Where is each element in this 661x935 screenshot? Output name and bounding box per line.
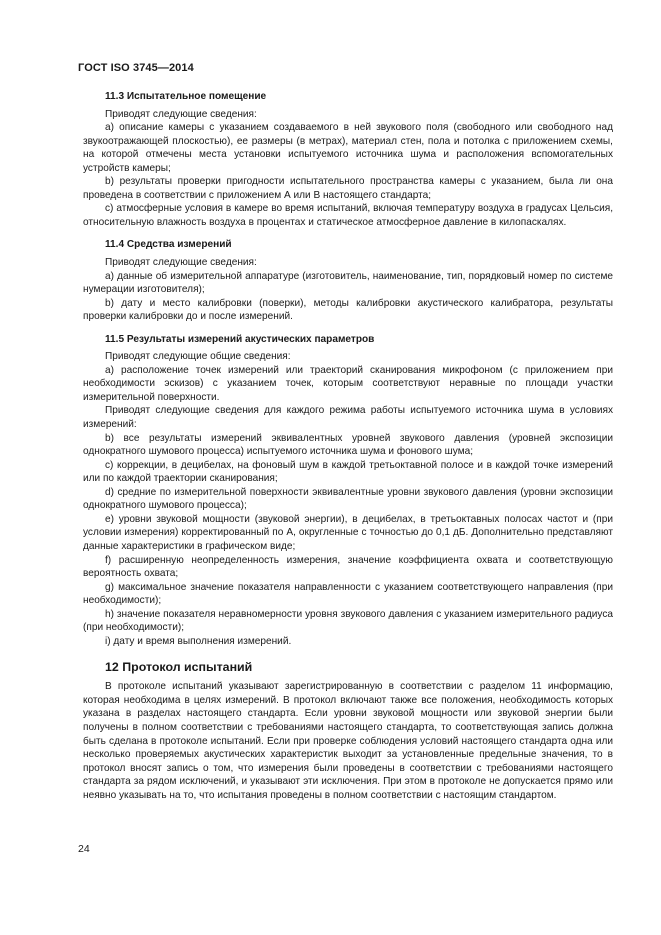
paragraph: а) данные об измерительной аппаратуре (изготовитель, наименование, тип, порядковый номер по системе нумерации изготовителя); — [83, 270, 613, 296]
section-12 — [83, 660, 613, 802]
paragraph: Приводят следующие общие сведения: — [105, 351, 291, 363]
paragraph: В протоколе испытаний указывают зарегистрированную в соответствии с разделом 11 информацию, которая необходима в целях измерений. В протокол включают также все положения, необходимость которых указана в разделах настоящего стандарта. Если уровни звуковой мощности или звуковой энергии были получены в полном соответствии с требованиями настоящего стандарта, то соответствующая запись должна быть сделана в протоколе испытаний. Если при проверке соблюдения условий настоящего стандарта одна или несколько проверяемых акустических характеристик выходит за установленные предельные значения, то в протокол вносят запись о том, что измерения были проведены в соответствии с требованиями настоящего стандарта за рядом исключений, и указывают эти исключения. При этом в протоколе не допускается прямо или неявно указывать на то, что испытания проведены в полном соответствии с настоящим стандартом. — [83, 681, 613, 801]
paragraph: с) атмосферные условия в камере во время испытаний, включая температуру воздуха в градусах Цельсия, относительную влажность воздуха в процентах и статическое атмосферное давление в килопаскалях. — [83, 203, 613, 228]
paragraph: b) результаты проверки пригодности испытательного пространства камеры с указанием, была ли она проведена в соответствии с приложением А или В настоящего стандарта; — [83, 176, 613, 201]
paragraph: с) коррекции, в децибелах, на фоновый шум в каждой третьоктавной полосе и в каждой точке измерений или по каждой траектории сканирования; — [83, 459, 613, 485]
paragraph: b) дату и место калибровки (поверки), методы калибровки акустического калибратора, результаты проверки калибровки до и после измерений. — [83, 297, 613, 323]
paragraph: Приводят следующие сведения: — [105, 257, 257, 269]
page-body — [83, 90, 613, 802]
paragraph: е) уровни звуковой мощности (звуковой энергии), в децибелах, в третьоктавных полосах частот и (при условии измерения) корректированный по А, округленные с точностью до 0,1 дБ. Дополнительно представляют данные характеристики в графическом виде; — [83, 513, 613, 552]
section-heading: 11.5 Результаты измерений акустических параметров — [105, 333, 375, 345]
section-11-4 — [83, 238, 613, 323]
page-number: 24 — [78, 843, 90, 855]
paragraph: Приводят следующие сведения для каждого режима работы испытуемого источника шума в условиях измерений: — [83, 405, 613, 431]
section-heading: 12 Протокол испытаний — [105, 660, 253, 675]
paragraph: h) значение показателя неравномерности уровня звукового давления с указанием измерительного радиуса (при необходимости); — [83, 608, 613, 634]
paragraph: b) все результаты измерений эквивалентных уровней звукового давления (уровней экспозиции однократного шумового процесса) испытуемого источника шума и фонового шума; — [83, 432, 613, 458]
paragraph: а) расположение точек измерений или траекторий сканирования микрофоном (с приложением при необходимости эскизов) с указанием точек, которым соответствуют неравные по площади участки измерительной поверхности. — [83, 364, 613, 403]
section-11-5 — [83, 333, 613, 649]
paragraph: Приводят следующие сведения: — [105, 108, 257, 120]
paragraph: i) дату и время выполнения измерений. — [105, 635, 292, 647]
section-11-3 — [83, 90, 613, 229]
paragraph: d) средние по измерительной поверхности эквивалентные уровни звукового давления (уровни экспозиции однократного шумового процесса); — [83, 486, 613, 512]
section-heading: 11.4 Средства измерений — [105, 239, 232, 251]
paragraph: g) максимальное значение показателя направленности с указанием соответствующего направления (при необходимости); — [83, 581, 613, 607]
paragraph: f) расширенную неопределенность измерения, значение коэффициента охвата и соответствующую вероятность охвата; — [83, 554, 613, 580]
section-heading: 11.3 Испытательное помещение — [105, 91, 267, 102]
paragraph: а) описание камеры с указанием создаваемого в ней звукового поля (свободного или свободного над звукоотражающей плоскостью), ее размеры (в метрах), материал стен, пола и потолка с приложением схемы, на которой отмечены места установки испытуемого источника шума и расположения вспомогательных устройств камеры; — [83, 122, 613, 174]
document-header: ГОСТ ISO 3745—2014 — [78, 62, 194, 74]
